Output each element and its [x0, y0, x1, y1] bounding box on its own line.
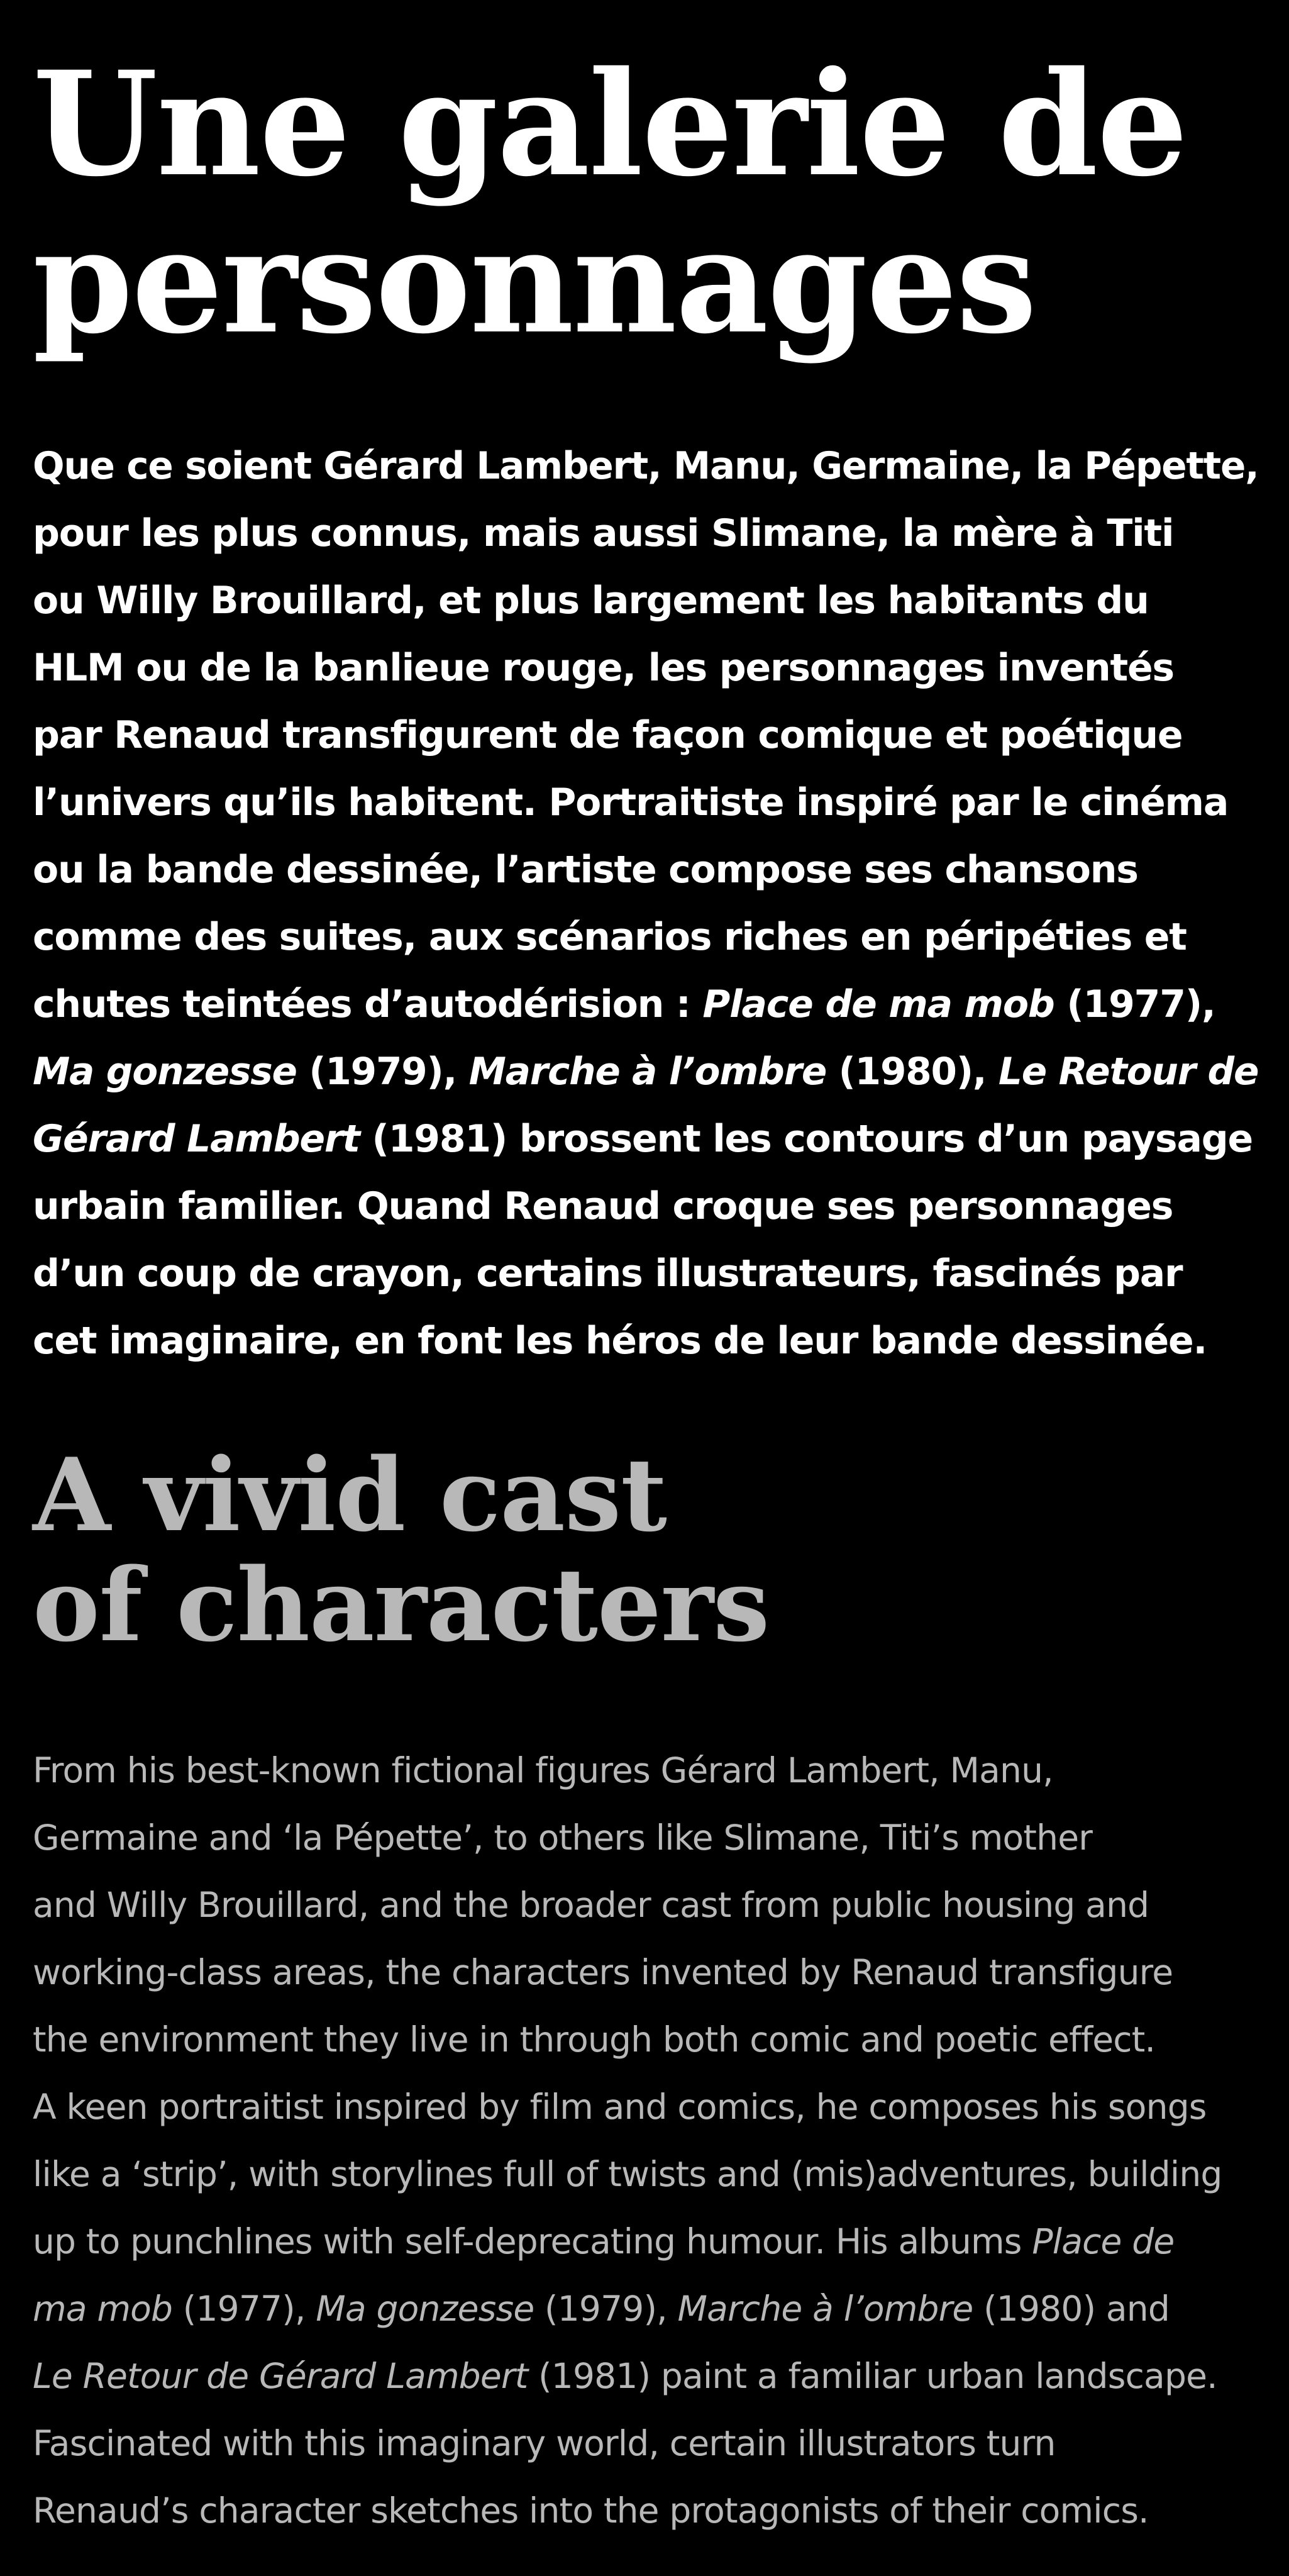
french-title: [33, 40, 1187, 365]
album-title-le-retour-en: Le Retour de Gérard Lambert: [33, 2356, 528, 2396]
french-line-11-text: (1981) brossent les contours d’un paysage: [359, 1117, 1253, 1161]
french-line-1: Que ce soient Gérard Lambert, Manu, Germaine, la Pépette,: [33, 445, 1259, 488]
album-title-marche-a-lombre-en: Marche à l’ombre: [677, 2289, 973, 2329]
french-line-9-text: chutes teintées d’autodérision :: [33, 982, 703, 1026]
album-title-place-de-part-1: Place de: [1032, 2221, 1175, 2262]
english-title: [33, 1436, 770, 1664]
french-title-line-1: Une galerie de: [33, 40, 1187, 208]
french-line-10-year-2: (1980),: [826, 1050, 999, 1094]
english-line-8-text: up to punchlines with self-deprecating humour. His albums: [33, 2221, 1032, 2262]
english-line-1: From his best-known fictional figures Gérard Lambert, Manu,: [33, 1750, 1053, 1790]
album-title-le-retour-part-1: Le Retour de: [998, 1050, 1259, 1094]
english-line-12: Renaud’s character sketches into the protagonists of their comics.: [33, 2490, 1149, 2531]
english-line-10: [33, 2343, 1265, 2410]
english-line-5: the environment they live in through both comic and poetic effect.: [33, 2019, 1156, 2060]
english-line-2: Germaine and ‘la Pépette’, to others like Slimane, Titi’s mother: [33, 1818, 1093, 1858]
english-line-9-year-3: (1980) and: [973, 2289, 1170, 2329]
album-title-ma-gonzesse: Ma gonzesse: [33, 1050, 297, 1094]
french-line-5: par Renaud transfigurent de façon comique et poétique: [33, 713, 1183, 757]
album-title-place-de-ma-mob: Place de ma mob: [702, 982, 1054, 1026]
english-line-9-year-1: (1977),: [172, 2289, 316, 2329]
french-line-10: [33, 1038, 1265, 1106]
french-line-4: HLM ou de la banlieue rouge, les personnages inventés: [33, 646, 1174, 690]
french-line-9: [33, 971, 1265, 1038]
album-title-le-retour-part-2: Gérard Lambert: [33, 1117, 360, 1161]
french-line-2: pour les plus connus, mais aussi Slimane, la mère à Titi: [33, 511, 1174, 555]
english-line-9: [33, 2275, 1265, 2343]
english-line-11: Fascinated with this imaginary world, certain illustrators turn: [33, 2423, 1056, 2463]
album-title-ma-gonzesse-en: Ma gonzesse: [316, 2289, 534, 2329]
english-line-3: and Willy Brouillard, and the broader cast from public housing and: [33, 1885, 1149, 1925]
french-line-11: [33, 1106, 1265, 1173]
album-title-place-de-part-2: ma mob: [33, 2289, 173, 2329]
french-line-12: urbain familier. Quand Renaud croque ses personnages: [33, 1184, 1173, 1228]
english-title-line-1: A vivid cast: [33, 1436, 667, 1554]
french-line-8: comme des suites, aux scénarios riches en péripéties et: [33, 915, 1187, 959]
french-line-6: l’univers qu’ils habitent. Portraitiste inspiré par le cinéma: [33, 780, 1229, 824]
english-line-8: [33, 2208, 1265, 2275]
french-line-13: d’un coup de crayon, certains illustrateurs, fascinés par: [33, 1252, 1183, 1296]
french-paragraph: [33, 433, 1265, 1375]
english-line-9-year-2: (1979),: [534, 2289, 678, 2329]
french-line-10-year-1: (1979),: [296, 1050, 469, 1094]
album-title-marche-a-lombre: Marche à l’ombre: [468, 1050, 827, 1094]
french-line-9-year: (1977),: [1054, 982, 1215, 1026]
english-paragraph: [33, 1737, 1265, 2545]
english-line-7: like a ‘strip’, with storylines full of twists and (mis)adventures, building: [33, 2154, 1222, 2194]
english-line-6: A keen portraitist inspired by film and comics, he composes his songs: [33, 2087, 1207, 2127]
french-title-line-2: personnages: [33, 197, 1036, 365]
french-line-3: ou Willy Brouillard, et plus largement les habitants du: [33, 579, 1149, 623]
french-line-7: ou la bande dessinée, l’artiste compose ses chansons: [33, 848, 1138, 892]
french-line-14: cet imaginaire, en font les héros de leur bande dessinée.: [33, 1319, 1207, 1363]
english-title-line-2: of characters: [33, 1546, 770, 1664]
english-line-10-text: (1981) paint a familiar urban landscape.: [528, 2356, 1217, 2396]
english-line-4: working-class areas, the characters invented by Renaud transfigure: [33, 1952, 1173, 1992]
